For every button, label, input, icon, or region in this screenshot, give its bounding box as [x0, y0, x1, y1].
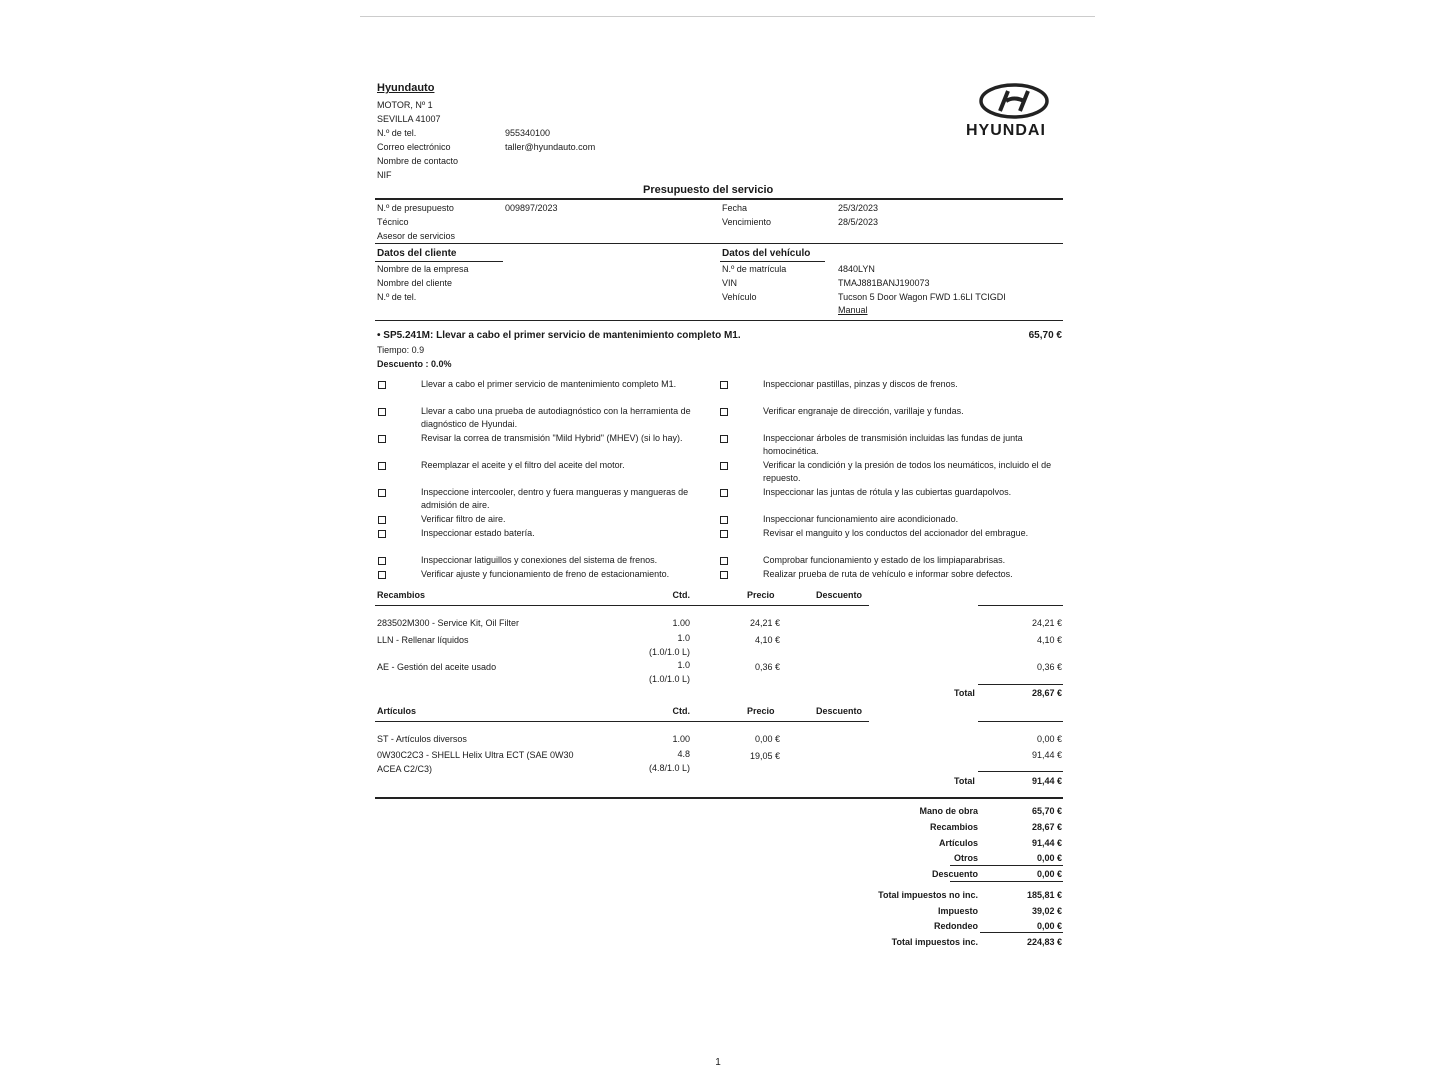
- checkbox-icon: [378, 530, 386, 538]
- company-address-1: MOTOR, Nº 1: [377, 100, 433, 110]
- summary-value: 0,00 €: [1036, 921, 1062, 931]
- summary-label: Impuesto: [937, 906, 978, 916]
- divider: [978, 605, 1063, 606]
- service-discount: Descuento : 0.0%: [377, 359, 452, 369]
- checkbox-icon: [720, 557, 728, 565]
- checklist-item: Inspeccione intercooler, dentro y fuera mangueras y mangueras de admisión de aire.: [421, 487, 689, 510]
- articles-title: Artículos: [377, 706, 417, 716]
- checklist-item: Verificar filtro de aire.: [421, 514, 506, 524]
- parts-discount-header: Descuento: [816, 590, 863, 600]
- checkbox-icon: [378, 408, 386, 416]
- document-title: Presupuesto del servicio: [643, 184, 774, 196]
- checklist-item: Inspeccionar estado batería.: [421, 528, 535, 538]
- checkbox-icon: [378, 462, 386, 470]
- divider: [375, 605, 869, 606]
- checklist-item: Verificar engranaje de dirección, varillaje y fundas.: [763, 406, 964, 416]
- summary-value: 28,67 €: [1031, 822, 1062, 832]
- parts-qty-header: Ctd.: [672, 590, 690, 600]
- company-email-label: Correo electrónico: [377, 142, 451, 152]
- articles-total: 91,44 €: [1031, 776, 1062, 786]
- checkbox-icon: [720, 435, 728, 443]
- budget-number: 009897/2023: [505, 203, 558, 213]
- divider: [980, 932, 1063, 933]
- parts-price-header: Precio: [747, 590, 775, 600]
- summary-label: Recambios: [929, 822, 978, 832]
- date-value: 25/3/2023: [838, 203, 879, 213]
- parts-row-desc: 283502M300 - Service Kit, Oil Filter: [377, 618, 520, 628]
- summary-value: 185,81 €: [1026, 890, 1062, 900]
- checkbox-icon: [720, 489, 728, 497]
- articles-row-price: 0,00 €: [754, 734, 780, 744]
- company-nif-label: NIF: [377, 170, 392, 180]
- date-label: Fecha: [722, 203, 748, 213]
- company-contact-label: Nombre de contacto: [377, 156, 459, 166]
- company-email: taller@hyundauto.com: [505, 142, 596, 152]
- articles-row-qty-detail: (4.8/1.0 L): [648, 763, 690, 773]
- divider: [375, 243, 1063, 244]
- articles-row-desc: 0W30C2C3 - SHELL Helix Ultra ECT (SAE 0W30: [377, 750, 574, 760]
- checkbox-icon: [720, 530, 728, 538]
- scan-edge: [360, 16, 1095, 17]
- checkbox-icon: [378, 557, 386, 565]
- checkbox-icon: [378, 516, 386, 524]
- checkbox-icon: [720, 462, 728, 470]
- parts-row-price: 4,10 €: [754, 635, 780, 645]
- parts-row-qty: 1.0: [677, 633, 690, 643]
- company-phone-label: N.º de tel.: [377, 128, 417, 138]
- hyundai-logo-icon: [978, 82, 1050, 122]
- divider: [375, 261, 503, 262]
- summary-value: 39,02 €: [1031, 906, 1062, 916]
- checklist-item: Inspeccionar latiguillos y conexiones del sistema de frenos.: [421, 555, 658, 565]
- parts-row-price: 24,21 €: [749, 618, 780, 628]
- checklist-item: Inspeccionar pastillas, pinzas y discos de frenos.: [763, 379, 958, 389]
- summary-value: 224,83 €: [1026, 937, 1062, 947]
- model-label: Vehículo: [722, 292, 757, 302]
- divider: [978, 721, 1063, 722]
- company-name: Hyundauto: [377, 82, 435, 94]
- articles-row-price: 19,05 €: [749, 751, 780, 761]
- checkbox-icon: [378, 489, 386, 497]
- parts-total-label: Total: [954, 688, 975, 698]
- articles-price-header: Precio: [747, 706, 775, 716]
- checkbox-icon: [378, 381, 386, 389]
- divider: [950, 865, 1063, 866]
- parts-row-total: 0,36 €: [1036, 662, 1062, 672]
- parts-row-desc: AE - Gestión del aceite usado: [377, 662, 497, 672]
- summary-label: Otros: [953, 853, 978, 863]
- plate-label: N.º de matrícula: [722, 264, 787, 274]
- articles-total-label: Total: [954, 776, 975, 786]
- client-company-label: Nombre de la empresa: [377, 264, 469, 274]
- parts-row-qty-detail: (1.0/1.0 L): [648, 674, 690, 684]
- checkbox-icon: [720, 571, 728, 579]
- checkbox-icon: [378, 435, 386, 443]
- articles-qty-header: Ctd.: [672, 706, 690, 716]
- model-value: Tucson 5 Door Wagon FWD 1.6LI TCIGDI: [838, 292, 1006, 302]
- articles-row-desc: ST - Artículos diversos: [377, 734, 467, 744]
- checkbox-icon: [720, 516, 728, 524]
- brand-wordmark: HYUNDAI: [966, 122, 1046, 139]
- budget-number-label: N.º de presupuesto: [377, 203, 454, 213]
- parts-row-qty: 1.0: [677, 660, 690, 670]
- articles-row-qty: 4.8: [677, 749, 690, 759]
- divider: [950, 881, 1063, 882]
- vehicle-section-title: Datos del vehículo: [722, 248, 811, 259]
- checklist-item: Verificar la condición y la presión de todos los neumáticos, incluido el de repuesto.: [763, 460, 1052, 483]
- articles-discount-header: Descuento: [816, 706, 863, 716]
- checklist-item: Verificar ajuste y funcionamiento de freno de estacionamiento.: [421, 569, 670, 579]
- divider: [978, 684, 1063, 685]
- parts-title: Recambios: [377, 590, 426, 600]
- model-value-line2: Manual: [838, 305, 868, 315]
- company-address-2: SEVILLA 41007: [377, 114, 441, 124]
- divider: [375, 320, 1063, 321]
- client-name-label: Nombre del cliente: [377, 278, 453, 288]
- articles-row-desc-line2: ACEA C2/C3): [377, 764, 433, 774]
- summary-value: 65,70 €: [1031, 806, 1062, 816]
- vin-value: TMAJ881BANJ190073: [838, 278, 930, 288]
- checklist-item: Realizar prueba de ruta de vehículo e informar sobre defectos.: [763, 569, 1013, 579]
- articles-row-total: 91,44 €: [1031, 750, 1062, 760]
- divider: [375, 721, 869, 722]
- checklist-item: Inspeccionar árboles de transmisión incluidas las fundas de junta homocinética.: [763, 433, 1023, 456]
- parts-total: 28,67 €: [1031, 688, 1062, 698]
- summary-value: 0,00 €: [1036, 853, 1062, 863]
- checklist-item: Inspeccionar las juntas de rótula y las cubiertas guardapolvos.: [763, 487, 1012, 497]
- divider: [720, 261, 825, 262]
- client-phone-label: N.º de tel.: [377, 292, 417, 302]
- parts-row-desc: LLN - Rellenar líquidos: [377, 635, 469, 645]
- divider: [375, 198, 1063, 200]
- summary-label: Mano de obra: [919, 806, 978, 816]
- technician-label: Técnico: [377, 217, 409, 227]
- summary-value: 91,44 €: [1031, 838, 1062, 848]
- summary-label: Redondeo: [934, 921, 978, 931]
- client-section-title: Datos del cliente: [377, 248, 457, 259]
- checklist-item: Reemplazar el aceite y el filtro del aceite del motor.: [421, 460, 625, 470]
- vin-label: VIN: [722, 278, 738, 288]
- checklist-item: Comprobar funcionamiento y estado de los limpiaparabrisas.: [763, 555, 1006, 565]
- checkbox-icon: [720, 381, 728, 389]
- parts-row-total: 4,10 €: [1036, 635, 1062, 645]
- summary-label: Descuento: [931, 869, 978, 879]
- summary-label: Total impuestos inc.: [891, 937, 978, 947]
- service-title: • SP5.241M: Llevar a cabo el primer servicio de mantenimiento completo M1.: [377, 330, 741, 341]
- articles-row-total: 0,00 €: [1036, 734, 1062, 744]
- parts-row-price: 0,36 €: [754, 662, 780, 672]
- checkbox-icon: [378, 571, 386, 579]
- due-value: 28/5/2023: [838, 217, 879, 227]
- page-number: 1: [715, 1057, 721, 1068]
- checklist-item: Inspeccionar funcionamiento aire acondicionado.: [763, 514, 959, 524]
- articles-row-qty: 1.00: [672, 734, 690, 744]
- checklist-item: Llevar a cabo una prueba de autodiagnóstico con la herramienta de diagnóstico de Hyundai.: [421, 406, 691, 429]
- checklist-item: Revisar el manguito y los conductos del accionador del embrague.: [763, 528, 1029, 538]
- company-phone: 955340100: [505, 128, 551, 138]
- parts-row-total: 24,21 €: [1031, 618, 1062, 628]
- checklist-item: Revisar la correa de transmisión "Mild Hybrid" (MHEV) (si lo hay).: [421, 433, 683, 443]
- due-label: Vencimiento: [722, 217, 772, 227]
- summary-label: Artículos: [938, 838, 978, 848]
- checklist-item: Llevar a cabo el primer servicio de mantenimiento completo M1.: [421, 379, 677, 389]
- service-price: 65,70 €: [1028, 330, 1062, 341]
- plate-value: 4840LYN: [838, 264, 875, 274]
- summary-label: Total impuestos no inc.: [878, 890, 978, 900]
- checkbox-icon: [720, 408, 728, 416]
- divider: [375, 797, 1063, 799]
- advisor-label: Asesor de servicios: [377, 231, 456, 241]
- service-time: Tiempo: 0.9: [377, 345, 425, 355]
- divider: [978, 771, 1063, 772]
- parts-row-qty: 1.00: [672, 618, 690, 628]
- summary-value: 0,00 €: [1036, 869, 1062, 879]
- parts-row-qty-detail: (1.0/1.0 L): [648, 647, 690, 657]
